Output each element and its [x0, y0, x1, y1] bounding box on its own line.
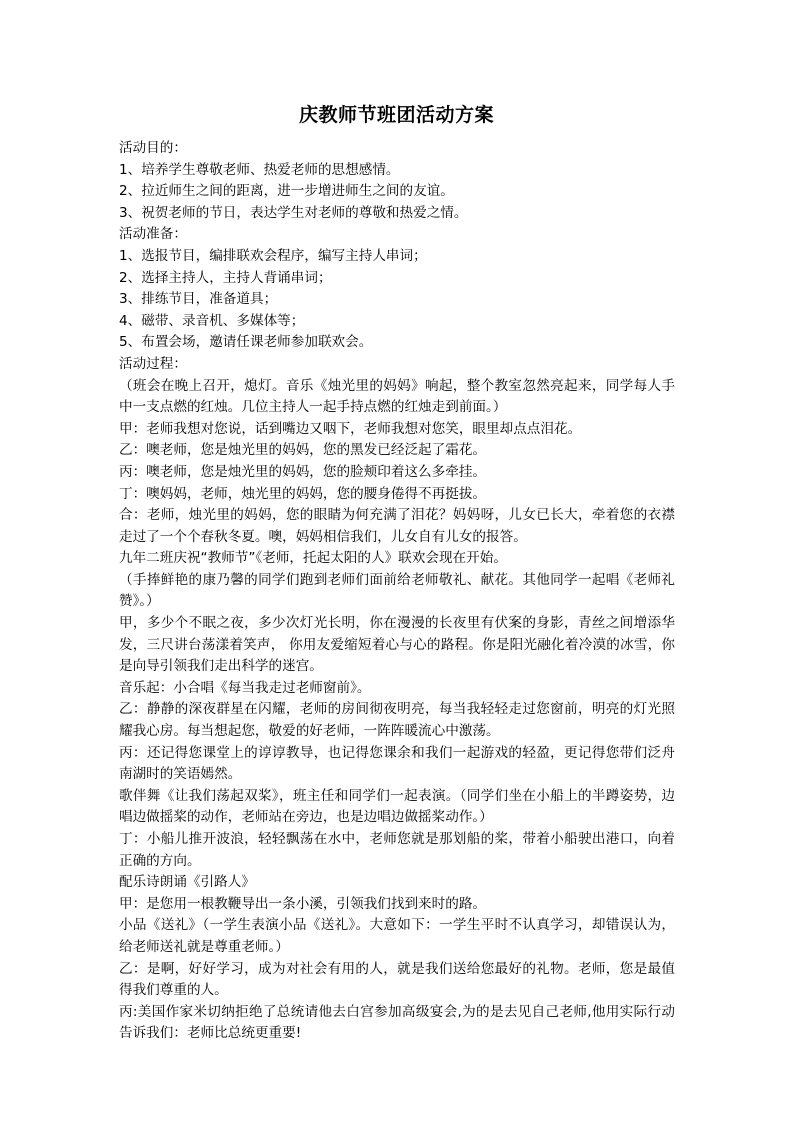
process-paragraph: 音乐起：小合唱《每当我走过老师窗前》。	[119, 679, 371, 696]
process-paragraph: 配乐诗朗诵《引路人》	[119, 874, 255, 891]
process-paragraph: 合：老师，烛光里的妈妈，您的眼睛为何充满了泪花？妈妈呀，儿女已长大，牵着您的衣襟走过了一个个春秋冬夏。噢，妈妈相信我们，儿女自有儿女的报答。	[119, 507, 675, 545]
section-heading-process: 活动过程：	[119, 355, 187, 372]
process-paragraph: 丙：还记得您课堂上的谆谆教导，也记得您课余和我们一起游戏的轻盈，更记得您带们泛舟南湖时的笑语嫣然。	[119, 744, 675, 783]
process-paragraph: 乙：静静的深夜群星在闪耀，老师的房间彻夜明亮，每当我轻轻走过您窗前，明亮的灯光照耀我心房。每当想起您，敬爱的好老师，一阵阵暖流心中激荡。	[119, 701, 675, 740]
goal-item: 3、祝贺老师的节日，表达学生对老师的尊敬和热爱之情。	[119, 204, 468, 221]
process-paragraph: 甲：是您用一根教鞭导出一条小溪，引领我们找到来时的路。	[119, 895, 487, 912]
section-heading-prep: 活动准备：	[119, 226, 187, 243]
prep-item: 4、磁带、录音机、多媒体等；	[119, 312, 305, 329]
section-heading-goal: 活动目的：	[119, 140, 187, 156]
process-paragraph: 丙:美国作家米切纳拒绝了总统请他去白宫参加高级宴会,为的是去见自己老师,他用实际行动告诉我们：老师比总统更重要!	[119, 1003, 675, 1042]
process-paragraph: 丁：小船儿推开波浪，轻轻飘荡在水中，老师您就是那划船的桨，带着小船驶出港口，向着正确的方向。	[119, 831, 675, 869]
document-title: 庆教师节班团活动方案	[298, 104, 494, 126]
prep-item: 2、选择主持人，主持人背诵串词；	[119, 269, 332, 286]
process-paragraph: 甲：老师我想对您说，话到嘴边又咽下，老师我想对您笑，眼里却点点泪花。	[119, 420, 582, 437]
prep-item: 3、排练节目，准备道具；	[119, 291, 278, 308]
process-paragraph: 乙：是啊，好好学习，成为对社会有用的人，就是我们送给您最好的礼物。老师，您是最值得我们尊重的人。	[119, 960, 675, 999]
prep-item: 5、布置会场，邀请任课老师参加联欢会。	[119, 334, 373, 351]
process-paragraph: （手捧鲜艳的康乃馨的同学们跑到老师们面前给老师敬礼、献花。其他同学一起唱《老师礼赞》。）	[119, 571, 675, 610]
goal-item: 1、培养学生尊敬老师、热爱老师的思想感情。	[119, 161, 400, 178]
process-paragraph: 乙：噢老师，您是烛光里的妈妈，您的黑发已经泛起了霜花。	[119, 442, 487, 459]
goal-item: 2、拉近师生之间的距离，进一步增进师生之间的友谊。	[119, 183, 454, 200]
process-paragraph: 甲，多少个不眠之夜，多少次灯光长明，你在漫漫的长夜里有伏案的身影，青丝之间增添华发，三尺讲台荡漾着笑声， 你用友爱缩短着心与心的路程。你是阳光融化着冷漠的冰雪，你是向导引领我们走出科学的迷宫。	[119, 615, 675, 675]
process-paragraph: 九年二班庆祝“教师节”《老师，托起太阳的人》联欢会现在开始。	[119, 550, 507, 567]
process-paragraph: 小品《送礼》（一学生表演小品《送礼》。大意如下：一学生平时不认真学习，却错误认为，给老师送礼就是尊重老师。）	[119, 917, 675, 955]
document-body	[119, 138, 675, 1045]
prep-item: 1、选报节目，编排联欢会程序，编写主持人串词；	[119, 247, 427, 264]
process-paragraph: 丙：噢老师，您是烛光里的妈妈，您的脸颊印着这么多牵挂。	[119, 463, 487, 480]
process-paragraph: 歌伴舞《让我们荡起双桨》，班主任和同学们一起表演。（同学们坐在小船上的半蹲姿势，边唱边做摇桨的动作，老师站在旁边，也是边唱边做摇桨动作。）	[119, 787, 675, 826]
process-paragraph: （班会在晚上召开，熄灯。音乐《烛光里的妈妈》响起，整个教室忽然亮起来，同学每人手中一支点燃的红烛。几位主持人一起手持点燃的红烛走到前面。）	[119, 377, 675, 416]
process-paragraph: 丁：噢妈妈，老师，烛光里的妈妈，您的腰身倦得不再挺拔。	[119, 485, 487, 502]
